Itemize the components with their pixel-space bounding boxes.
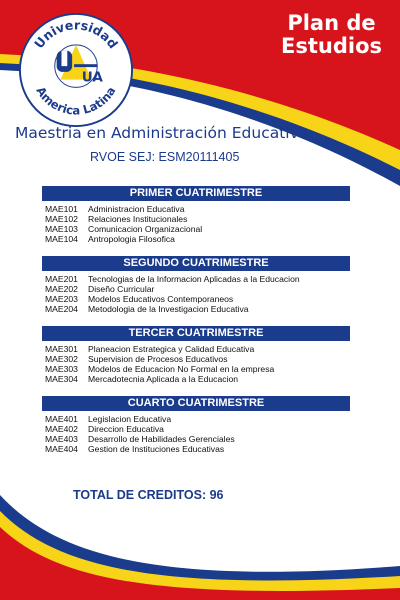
course-row: [42, 444, 350, 454]
course-code: MAE304: [45, 374, 78, 384]
term-section-2: [42, 256, 350, 314]
course-code: MAE303: [45, 364, 78, 374]
course-code: MAE101: [45, 204, 78, 214]
course-code: MAE202: [45, 284, 78, 294]
course-row: [42, 204, 350, 214]
course-row: [42, 234, 350, 244]
term-header: SEGUNDO CUATRIMESTRE: [42, 256, 350, 271]
course-row: [42, 424, 350, 434]
course-title: Administracion Educativa: [88, 204, 185, 214]
course-row: [42, 344, 350, 354]
program-title: Maestria en Administración Educativa: [15, 124, 309, 142]
course-code: MAE301: [45, 344, 78, 354]
course-code: MAE403: [45, 434, 78, 444]
svg-text:America Latina: America Latina: [33, 84, 119, 118]
course-title: Modelos Educativos Contemporaneos: [88, 294, 234, 304]
course-code: MAE203: [45, 294, 78, 304]
course-title: Desarrollo de Habilidades Gerenciales: [88, 434, 235, 444]
term-section-3: [42, 326, 350, 384]
course-title: Mercadotecnia Aplicada a la Educacion: [88, 374, 239, 384]
course-title: Comunicacion Organizacional: [88, 224, 203, 234]
course-row: [42, 294, 350, 304]
course-title: Direccion Educativa: [88, 424, 164, 434]
course-row: [42, 284, 350, 294]
university-seal-logo: [18, 12, 134, 128]
course-row: [42, 434, 350, 444]
course-row: [42, 304, 350, 314]
course-title: Tecnologias de la Informacion Aplicadas a la Educacion: [88, 274, 300, 284]
course-title: Supervision de Procesos Educativos: [88, 354, 228, 364]
term-header: TERCER CUATRIMESTRE: [42, 326, 350, 341]
total-credits: TOTAL DE CREDITOS: 96: [73, 488, 224, 502]
svg-text:Universidad: Universidad: [31, 17, 121, 52]
plan-title-line2: Estudios: [281, 34, 382, 58]
course-row: [42, 364, 350, 374]
course-title: Legislacion Educativa: [88, 414, 172, 424]
course-title: Planeacion Estrategica y Calidad Educativa: [88, 344, 255, 354]
course-row: [42, 374, 350, 384]
course-row: [42, 354, 350, 364]
course-title: Metodologia de la Investigacion Educativa: [88, 304, 249, 314]
course-code: MAE302: [45, 354, 78, 364]
course-title: Diseño Curricular: [88, 284, 155, 294]
course-title: Gestion de Instituciones Educativas: [88, 444, 225, 454]
term-header: CUARTO CUATRIMESTRE: [42, 396, 350, 411]
course-row: [42, 214, 350, 224]
course-code: MAE204: [45, 304, 78, 314]
term-header: PRIMER CUATRIMESTRE: [42, 186, 350, 201]
term-section-4: [42, 396, 350, 454]
plan-title-line1: Plan de: [287, 11, 376, 35]
rvoe-code: RVOE SEJ: ESM20111405: [90, 150, 240, 164]
course-title: Relaciones Institucionales: [88, 214, 188, 224]
course-code: MAE201: [45, 274, 78, 284]
svg-text:UA: UA: [81, 69, 103, 86]
course-row: [42, 414, 350, 424]
course-code: MAE404: [45, 444, 78, 454]
course-row: [42, 274, 350, 284]
course-code: MAE102: [45, 214, 78, 224]
course-code: MAE402: [45, 424, 78, 434]
course-title: Antropologia Filosofica: [88, 234, 175, 244]
plan-title: [281, 12, 382, 58]
course-code: MAE401: [45, 414, 78, 424]
term-section-1: [42, 186, 350, 244]
course-code: MAE103: [45, 224, 78, 234]
course-title: Modelos de Educacion No Formal en la empresa: [88, 364, 275, 374]
course-code: MAE104: [45, 234, 78, 244]
course-row: [42, 224, 350, 234]
